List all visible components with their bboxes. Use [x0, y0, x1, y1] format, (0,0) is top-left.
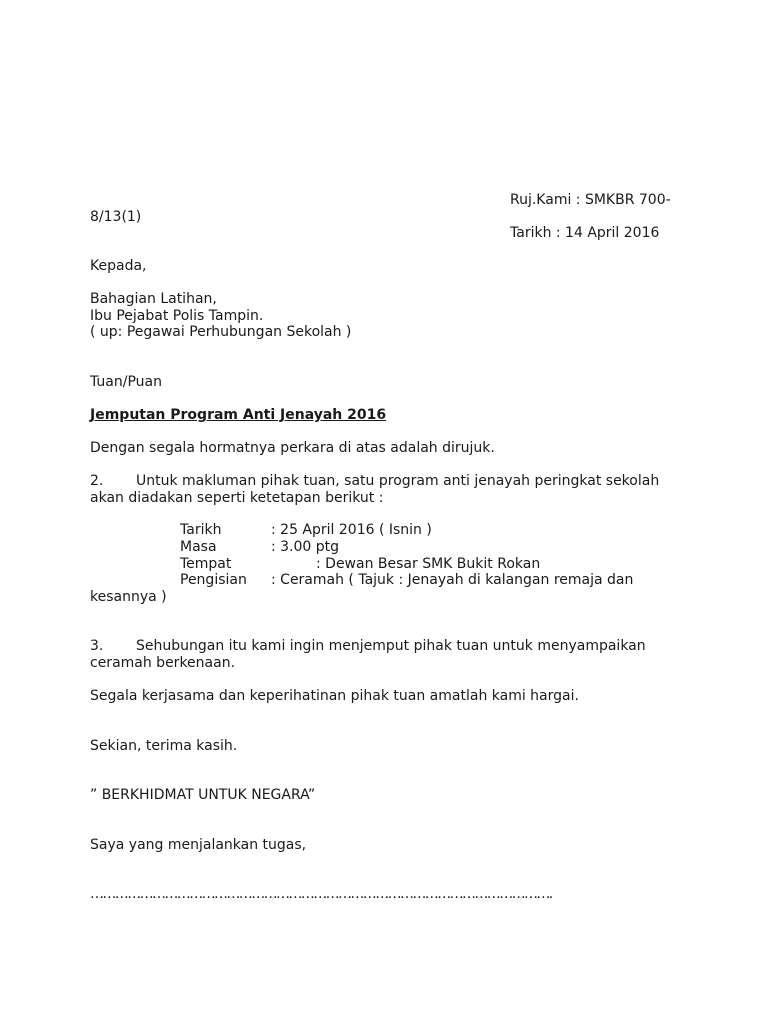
letter-date: Tarikh : 14 April 2016 — [510, 225, 660, 241]
detail-label-content: Pengisian — [180, 572, 247, 588]
detail-label-venue: Tempat — [180, 556, 232, 572]
detail-value-venue: : Dewan Besar SMK Bukit Rokan — [316, 556, 541, 572]
detail-value-date: : 25 April 2016 ( Isnin ) — [271, 522, 432, 538]
address-line-1: Bahagian Latihan, — [90, 291, 217, 307]
detail-value-content: : Ceramah ( Tajuk : Jenayah di kalangan remaja dan — [271, 572, 634, 588]
reference-number-line2: 8/13(1) — [90, 209, 142, 225]
paragraph-1: Dengan segala hormatnya perkara di atas adalah dirujuk. — [90, 440, 495, 456]
paragraph-3-number: 3. — [90, 638, 104, 654]
sign-off: Saya yang menjalankan tugas, — [90, 837, 307, 853]
detail-label-time: Masa — [180, 539, 217, 555]
detail-value-time: : 3.00 ptg — [271, 539, 340, 555]
letter-subject: Jemputan Program Anti Jenayah 2016 — [90, 407, 387, 423]
reference-number-line1: Ruj.Kami : SMKBR 700- — [510, 192, 671, 208]
signature-line: …………………………………………………………………………………………………. — [90, 886, 552, 902]
motto: ” BERKHIDMAT UNTUK NEGARA” — [90, 787, 316, 803]
address-line-2: Ibu Pejabat Polis Tampin. — [90, 308, 264, 324]
salutation: Tuan/Puan — [90, 374, 162, 390]
detail-label-date: Tarikh — [180, 522, 222, 538]
paragraph-2-line-1: Untuk makluman pihak tuan, satu program anti jenayah peringkat sekolah — [136, 473, 660, 489]
paragraph-3-line-2: ceramah berkenaan. — [90, 655, 236, 671]
closing-line: Sekian, terima kasih. — [90, 738, 238, 754]
address-line-3: ( up: Pegawai Perhubungan Sekolah ) — [90, 324, 352, 340]
paragraph-4: Segala kerjasama dan keperihatinan pihak tuan amatlah kami hargai. — [90, 688, 579, 704]
recipient-heading: Kepada, — [90, 258, 147, 274]
detail-value-content-wrap: kesannya ) — [90, 589, 167, 605]
paragraph-2-number: 2. — [90, 473, 104, 489]
paragraph-3-line-1: Sehubungan itu kami ingin menjemput pihak tuan untuk menyampaikan — [136, 638, 646, 654]
paragraph-2-line-2: akan diadakan seperti ketetapan berikut : — [90, 490, 384, 506]
